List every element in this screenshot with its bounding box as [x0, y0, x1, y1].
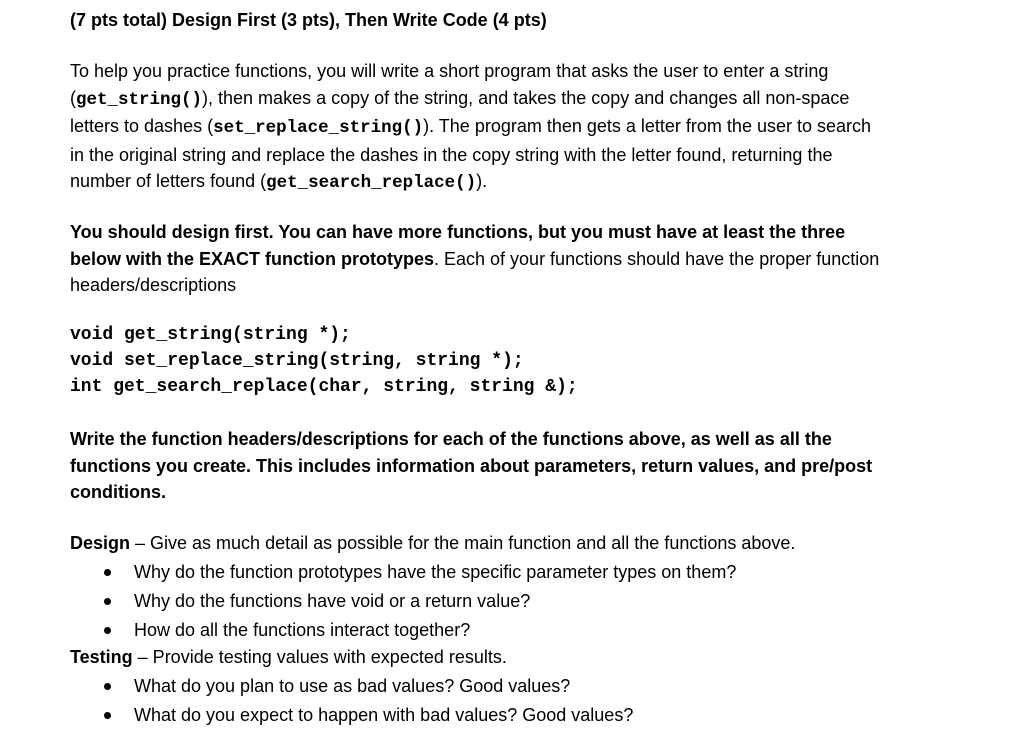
bullet-icon: [104, 569, 111, 576]
function-prototypes: [70, 322, 578, 400]
headers-req-line-3: conditions.: [70, 482, 166, 502]
intro-line-1: To help you practice functions, you will write a short program that asks the user to enter a string: [70, 61, 829, 81]
prototype-get-string: void get_string(string *);: [70, 325, 351, 345]
assignment-heading: (7 pts total) Design First (3 pts), Then Write Code (4 pts): [70, 10, 547, 30]
headers-requirement-paragraph: [70, 426, 970, 506]
bullet-icon: [104, 712, 111, 719]
code-set-replace-string: set_replace_string(): [213, 118, 424, 138]
code-get-search-replace: get_search_replace(): [266, 173, 477, 193]
bullet-icon: [104, 683, 111, 690]
headers-req-line-2: functions you create. This includes information about parameters, return values, and pre/post: [70, 455, 873, 476]
intro-line-5: number of letters found (get_search_replace()).: [70, 171, 488, 193]
design-requirement-paragraph: [70, 219, 970, 299]
design-req-line-1: You should design first. You can have more functions, but you must have at least the three: [70, 222, 846, 242]
design-req-line-2: below with the EXACT function prototypes. Each of your functions should have the proper function: [70, 248, 880, 269]
design-line: Design – Give as much detail as possible for the main function and all the functions above.: [70, 533, 796, 553]
bullet-icon: [104, 598, 111, 605]
intro-line-2: (get_string()), then makes a copy of the string, and takes the copy and changes all non-space: [70, 87, 850, 110]
prototype-set-replace-string: void set_replace_string(string, string *);: [70, 351, 524, 371]
intro-line-3: letters to dashes (set_replace_string()). The program then gets a letter from the user to search: [70, 116, 872, 138]
bullet-icon: [104, 627, 111, 634]
design-label: Design: [70, 533, 131, 553]
code-get-string: get_string(): [76, 89, 203, 110]
testing-line: Testing – Provide testing values with expected results.: [70, 647, 507, 667]
intro-line-4: in the original string and replace the dashes in the copy string with the letter found, returning the: [70, 144, 833, 165]
design-req-line-3: headers/descriptions: [70, 275, 237, 295]
headers-req-line-1: Write the function headers/descriptions for each of the functions above, as well as all the: [70, 429, 832, 449]
testing-label: Testing: [70, 647, 133, 667]
prototype-get-search-replace: int get_search_replace(char, string, string &);: [70, 377, 578, 397]
intro-paragraph: [70, 58, 970, 197]
document-page: (7 pts total) Design First (3 pts), Then Write Code (4 pts) To help you practice functions, you will write a short program that asks the user to enter a string (get_string()), then makes a copy of the string, and takes the copy and changes all non-space letters to dashes (set_replace_string()). The program then gets a letter from the user to search in the original string and replace the dashes in the copy string with the letter found, returning the number of letters found (get_search_replace()). You should design first. You can have more functions, but you must have at least the three below with the EXACT function prototypes. Each of your functions should have the proper function headers/descriptions void get_string(string *); void set_replace_string(string, string *); int get_search_replace(char, string, string &); Write the function headers/descriptions for each of the functions above, as well as all the functions you create. This includes information about parameters, return values, and pre/post conditions. Design – Give as much detail as possible for the main function and all the functions above. Why do the function prototypes have the specific parameter types on them? Why do the functions have void or a return value? How do all the functions interact together? Testing – Provide testing values with expected results. What do you plan to use as bad values? Good values? What do you expect to happen with bad values? Good values?: [0, 0, 1024, 753]
